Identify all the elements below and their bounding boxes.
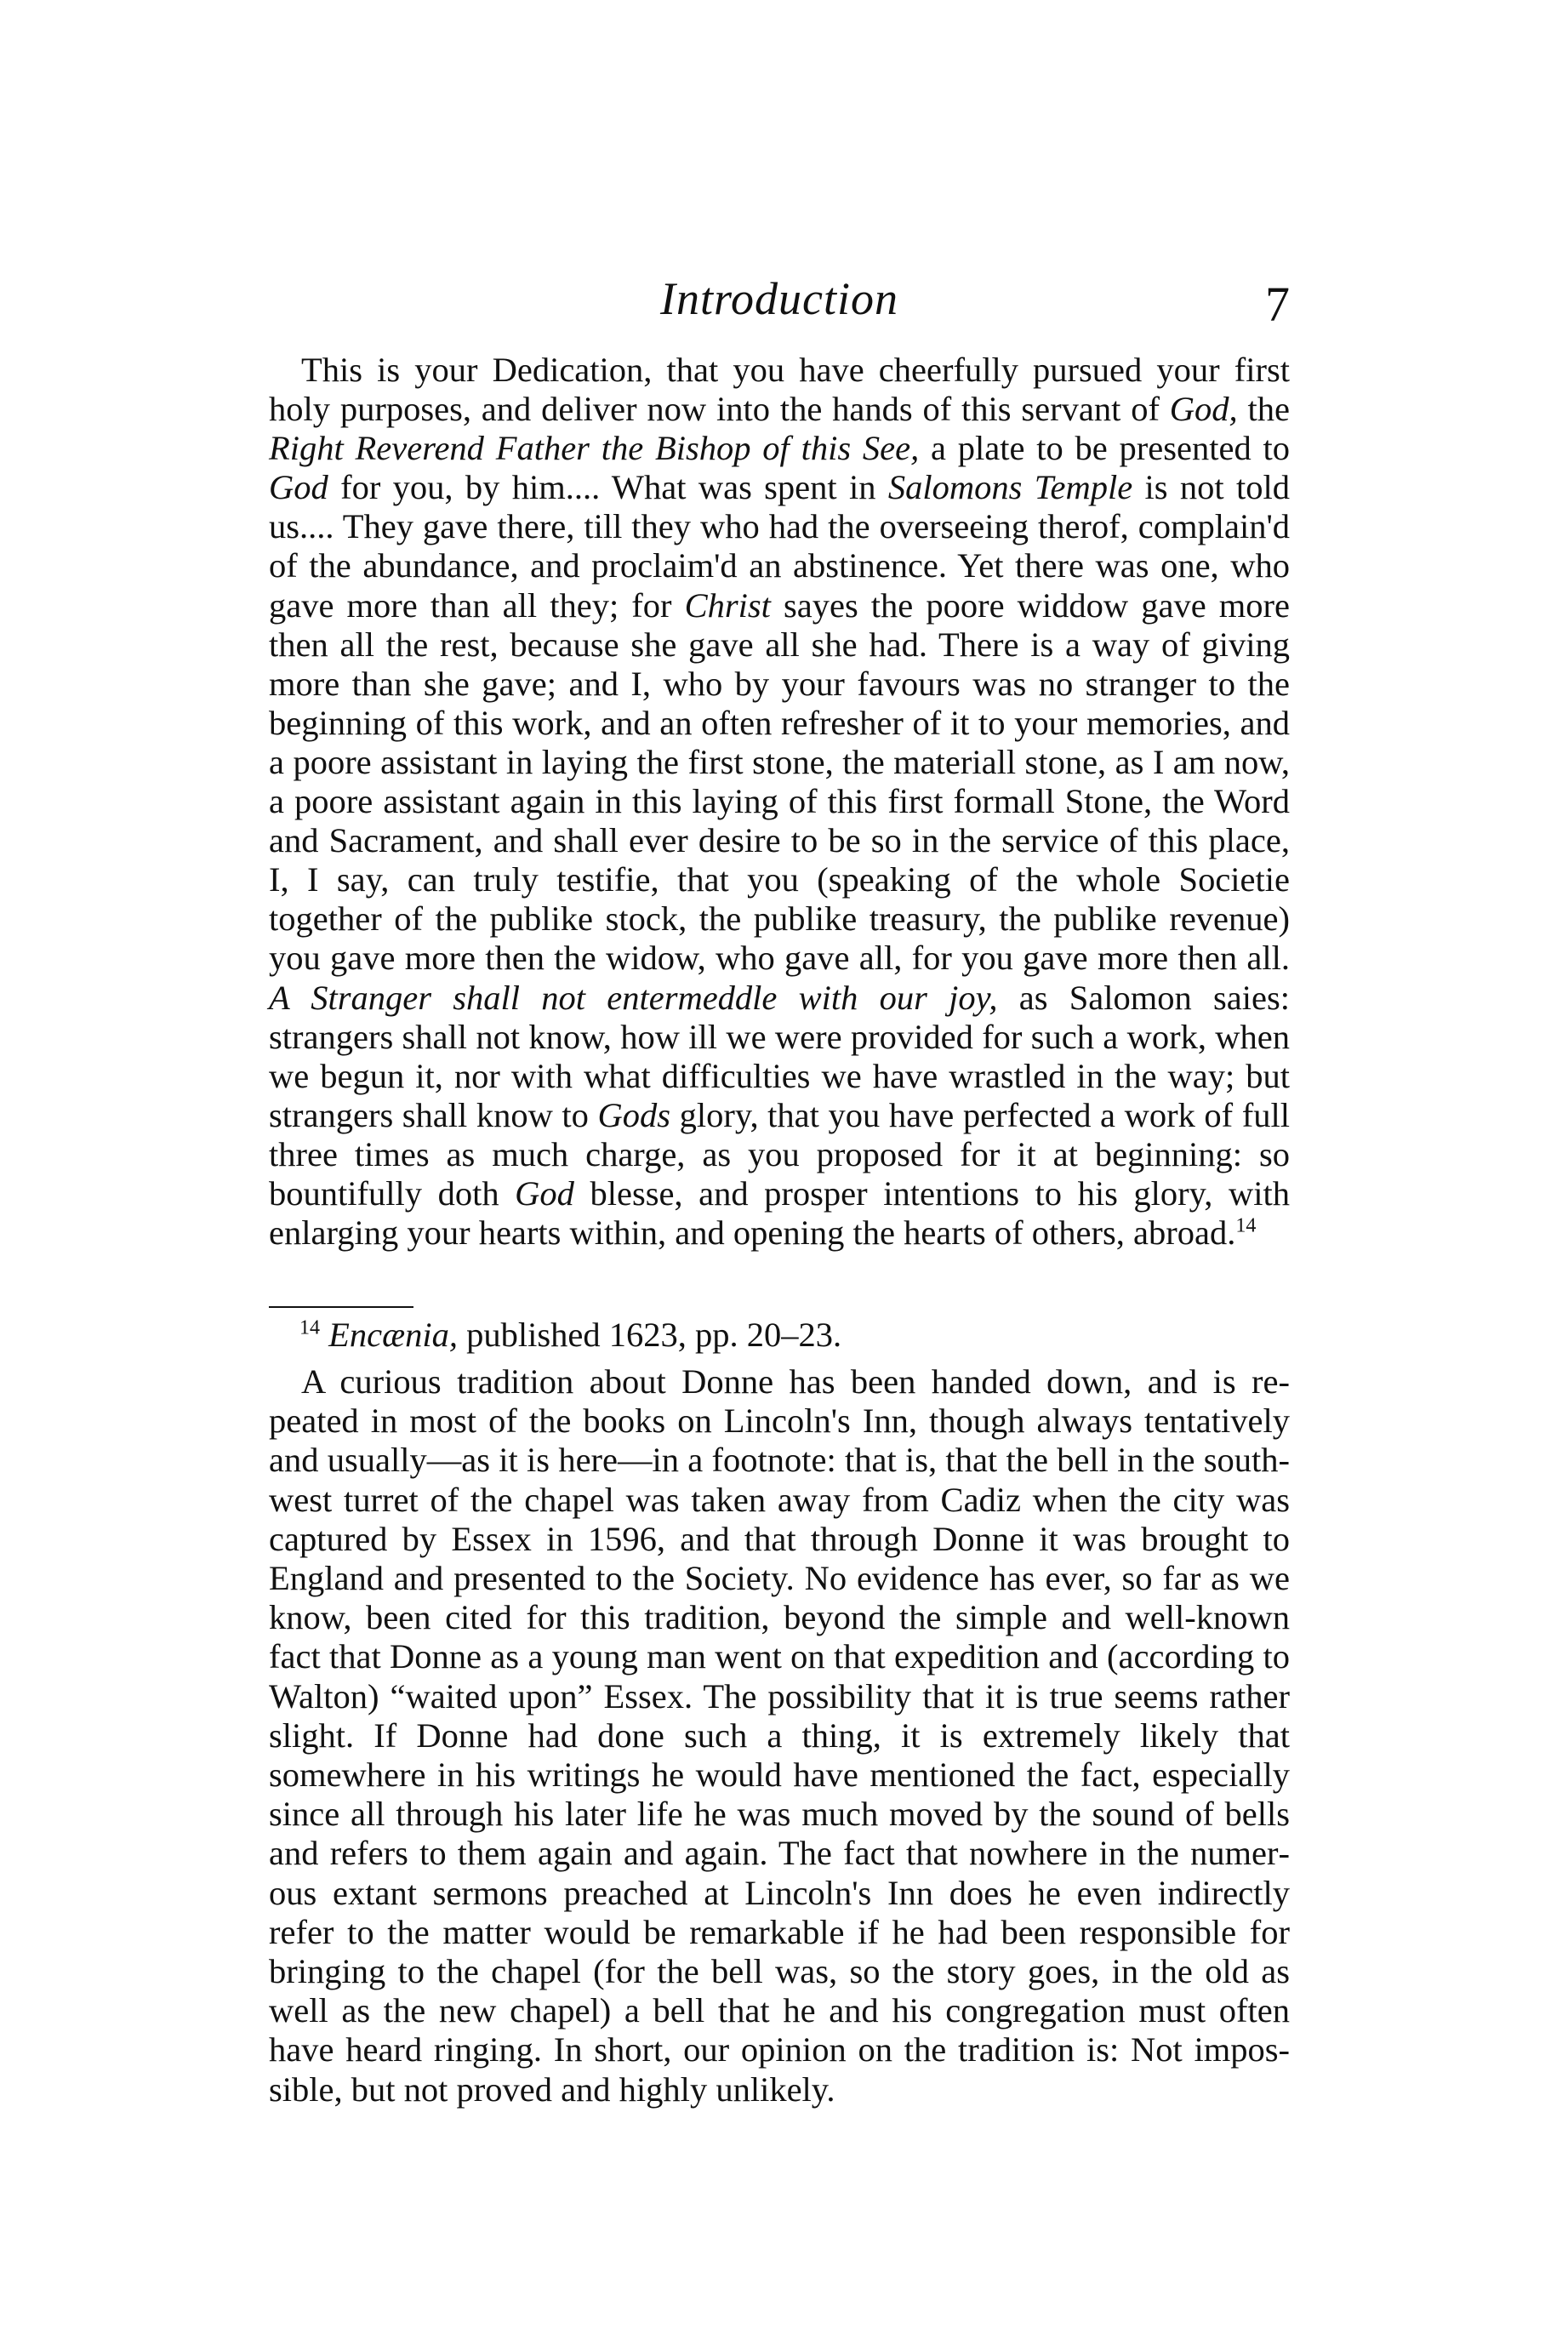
body-text (269, 1362, 1290, 2109)
quote-text: sayes the poore widdow gave more then all the rest, because she gave all she had. There is a way of giving more than she gave; and I, who by your favours was no stranger to the beginning of this work, and an often refresher of it to your memories, and a poore assistant in laying the first stone, the materiall stone, as I am now, a poore assistant again in this laying of this first formall Stone, the Word and Sacrament, and shall ever desire to be so in the service of this place, I, I say, can truly testifie, that you (speaking of the whole Societie together of the publike stock, the publike treasury, the publike revenue) you gave more then the widow, who gave all, for you gave more then all. (269, 585, 1290, 978)
running-head (269, 272, 1290, 340)
quote-text: as Salomon saies: strangers shall not know, how ill we were provided for such a work, when we begun it, nor with what difficulties we have wrastled in the way; but strangers shall know to (269, 978, 1290, 1134)
quote-italic: God, (1169, 390, 1238, 429)
quote-text: This is your Dedication, that you have cheerfully pursued your first holy purposes, and deliver now into the hands of this servant of (269, 351, 1290, 429)
footnote (299, 1316, 1286, 1355)
footnote-text: published 1623, pp. 20–23. (457, 1316, 842, 1354)
footnote-divider (269, 1306, 413, 1308)
quote-text: glory, that you have perfected a work of full three times as much charge, as you proposed for it at beginning: so bountifully doth (269, 1095, 1290, 1213)
quote-italic: Christ (684, 585, 771, 625)
quote-text: a plate to be presented to (919, 429, 1291, 468)
quote-text: is not told us.... They gave there, till they who had the overseeing therof, complain'd of the abundance, and proclaim'd an abstinence. Yet there was one, who gave more than all they; for (269, 468, 1290, 625)
running-title: Introduction (660, 273, 898, 324)
quote-text: the (1237, 390, 1290, 429)
quote-paragraph (269, 351, 1290, 1253)
quote-italic: Salomons Temple (887, 468, 1133, 507)
quote-italic: God (269, 468, 328, 507)
footnote-mark: 14 (299, 1316, 320, 1339)
quote-italic: A Stranger shall not entermeddle with our joy, (269, 978, 998, 1017)
quote-italic: Right Reverend Father the Bishop of this See, (269, 429, 920, 468)
page-number: 7 (1265, 277, 1290, 332)
quote-text: for you, by him.... What was spent in (328, 468, 888, 507)
footnote-title: Encænia, (328, 1316, 458, 1354)
quote-text: blesse, and prosper intentions to his glory, with enlarging your hearts within, and opening the hearts of others, abroad. (269, 1173, 1290, 1253)
body-paragraph: A curious tradition about Donne has been handed down, and is repeated in most of the books on Lincoln's Inn, though always tentatively and usually—as it is here—in a footnote: that is, that the bell in the southwest turret of the chapel was taken away from Cadiz when the city was captured by Essex in 1596, and that through Donne it was brought to England and presented to the Society. No evidence has ever, so far as we know, been cited for this tradition, beyond the simple and well-known fact that Donne as a young man went on that expedition and (according to Walton) “waited upon” Essex. The possibility that it is true seems rather slight. If Donne had done such a thing, it is extremely likely that somewhere in his writings he would have mentioned the fact, especially since all through his later life he was much moved by the sound of bells and refers to them again and again. The fact that nowhere in the numerous extant sermons preached at Lincoln's Inn does he even indirectly refer to the matter would be remarkable if he had been responsible for bringing to the chapel (for the bell was, so the story goes, in the old as well as the new chapel) a bell that he and his congregation must often have heard ringing. In short, our opinion on the tradition is: Not impossible, but not proved and highly unlikely. (269, 1362, 1290, 2109)
quote-italic: God (515, 1173, 574, 1213)
footnote-reference: 14 (1235, 1214, 1257, 1237)
block-quote (269, 351, 1290, 1253)
quote-italic: Gods (597, 1095, 671, 1134)
